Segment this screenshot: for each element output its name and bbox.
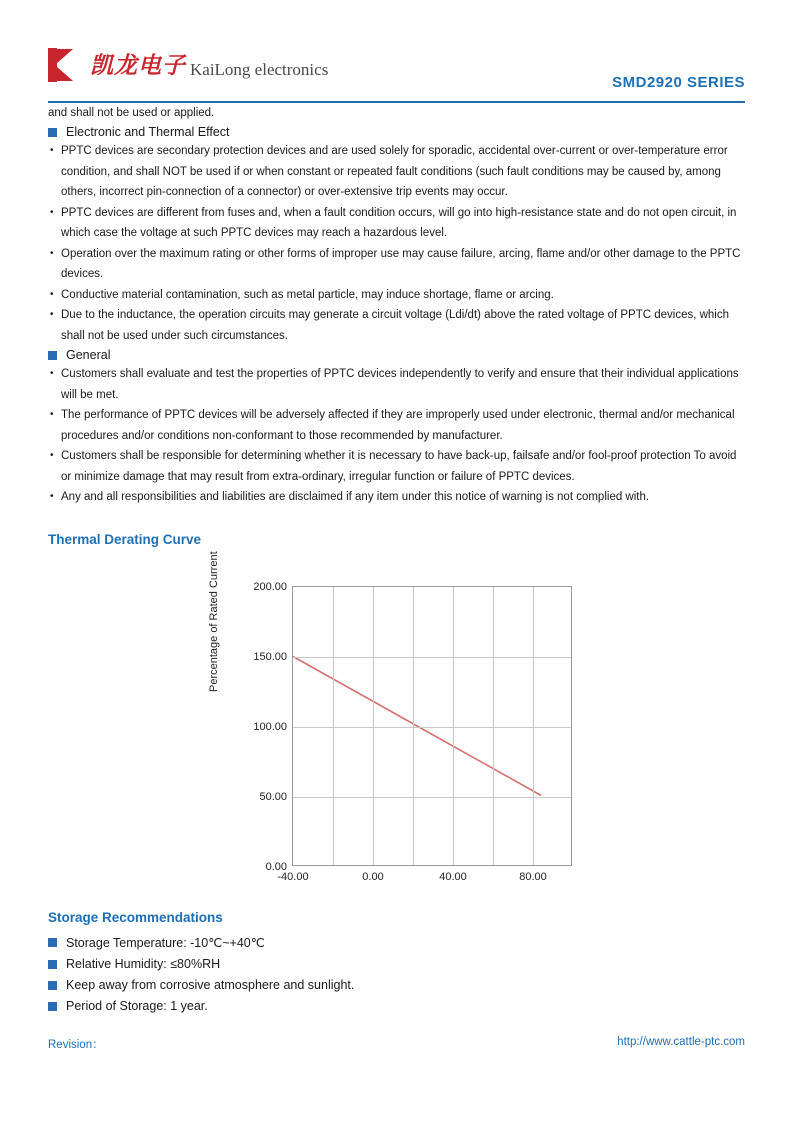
chart-gridline-vertical [453,587,454,865]
logo-chinese-name: 凯龙电子 [90,53,186,79]
page-header [48,48,745,100]
square-bullet-icon [48,351,57,360]
chart-y-tick-label: 50.00 [259,791,287,803]
list-item: • Any and all responsibilities and liabilities are disclaimed if any item under this notice of warning is not complied with. [48,487,745,508]
chart-plot-area [253,581,572,883]
section-title-text: Electronic and Thermal Effect [66,125,230,139]
chart-y-tick-label: 0.00 [265,861,287,873]
square-bullet-icon [48,938,57,947]
storage-title: Storage Recommendations [48,910,223,925]
chart-gridline-vertical [333,587,334,865]
section-heading-electronic-thermal [48,125,745,139]
chart-y-tick-label: 150.00 [253,651,287,663]
chart-x-tick-label: -40.00 [277,871,309,883]
section-title-text: General [66,348,111,362]
chart-y-axis-label: Percentage of Rated Current [208,551,220,692]
storage-recommendations [48,910,745,1020]
chart-gridline-vertical [373,587,374,865]
chart-y-tick-label: 200.00 [253,581,287,593]
chart-gridline-vertical [413,587,414,865]
lead-text: and shall not be used or applied. [48,107,215,119]
header-divider [48,101,745,103]
page-footer [48,1036,745,1052]
series-title: SMD2920 SERIES [612,74,745,91]
chart-x-tick-label: 40.00 [439,871,467,883]
section-heading-general [48,348,745,362]
kailong-logo-icon [48,48,84,82]
list-item: • Operation over the maximum rating or other forms of improper use may cause failure, arcing, flame and/or other damage to the PPTC devices. [48,244,745,285]
list-item: • The performance of PPTC devices will be adversely affected if they are improperly used under electronic, thermal and/or mechanical procedures and/or conditions non-conformant to those recommended by manufacturer. [48,405,745,446]
thermal-derating-title: Thermal Derating Curve [48,531,202,547]
thermal-derating-chart [200,551,600,902]
chart-y-tick-label: 100.00 [253,721,287,733]
chart-series-line [293,587,571,865]
company-logo [48,48,328,82]
list-item: • Conductive material contamination, such as metal particle, may induce shortage, flame or arcing. [48,285,745,306]
list-item: • PPTC devices are secondary protection devices and are used solely for sporadic, accidental over-current or over-temperature error condition, and shall NOT be used if or when constant or repeated fault conditions (such fault conditions may be caused by, among others, incorrect pin-connection of a connector) or over-extensive trip events may occur. [48,141,745,203]
storage-item-label: Relative Humidity: ≤80%RH [66,957,221,971]
chart-x-tick-label: 80.00 [519,871,547,883]
square-bullet-icon [48,981,57,990]
chart-gridline-horizontal [293,727,571,728]
chart-x-tick-label: 0.00 [362,871,384,883]
list-item: • Due to the inductance, the operation circuits may generate a circuit voltage (Ldi/dt) above the rated voltage of PPTC devices, which shall not be used under such circumstances. [48,305,745,346]
logo-english-name: KaiLong electronics [190,60,329,79]
storage-item-label: Storage Temperature: -10℃~+40℃ [66,936,265,950]
storage-item [48,957,745,971]
list-item: • Customers shall evaluate and test the properties of PPTC devices independently to verify and ensure that their individual applications will be met. [48,364,745,405]
square-bullet-icon [48,1002,57,1011]
chart-gridline-horizontal [293,797,571,798]
revision-label: Revision： [48,1039,104,1051]
storage-item [48,999,745,1013]
square-bullet-icon [48,128,57,137]
chart-gridline-vertical [533,587,534,865]
storage-item-label: Keep away from corrosive atmosphere and sunlight. [66,978,355,992]
storage-item [48,978,745,992]
list-item: • Customers shall be responsible for determining whether it is necessary to have back-up, failsafe and/or fool-proof protection To avoid or minimize damage that may result from extra-ordinary, irregular function or failure of PPTC devices. [48,446,745,487]
chart-gridline-horizontal [293,657,571,658]
storage-item [48,935,745,950]
chart-gridline-vertical [493,587,494,865]
storage-item-label: Period of Storage: 1 year. [66,999,208,1013]
notice-content [48,104,745,547]
list-item: • PPTC devices are different from fuses and, when a fault condition occurs, will go into high-resistance state and do not open circuit, in which case the voltage at such PPTC devices may reach a hazardous level. [48,203,745,244]
website-link[interactable]: http://www.cattle-ptc.com [617,1036,745,1048]
square-bullet-icon [48,960,57,969]
